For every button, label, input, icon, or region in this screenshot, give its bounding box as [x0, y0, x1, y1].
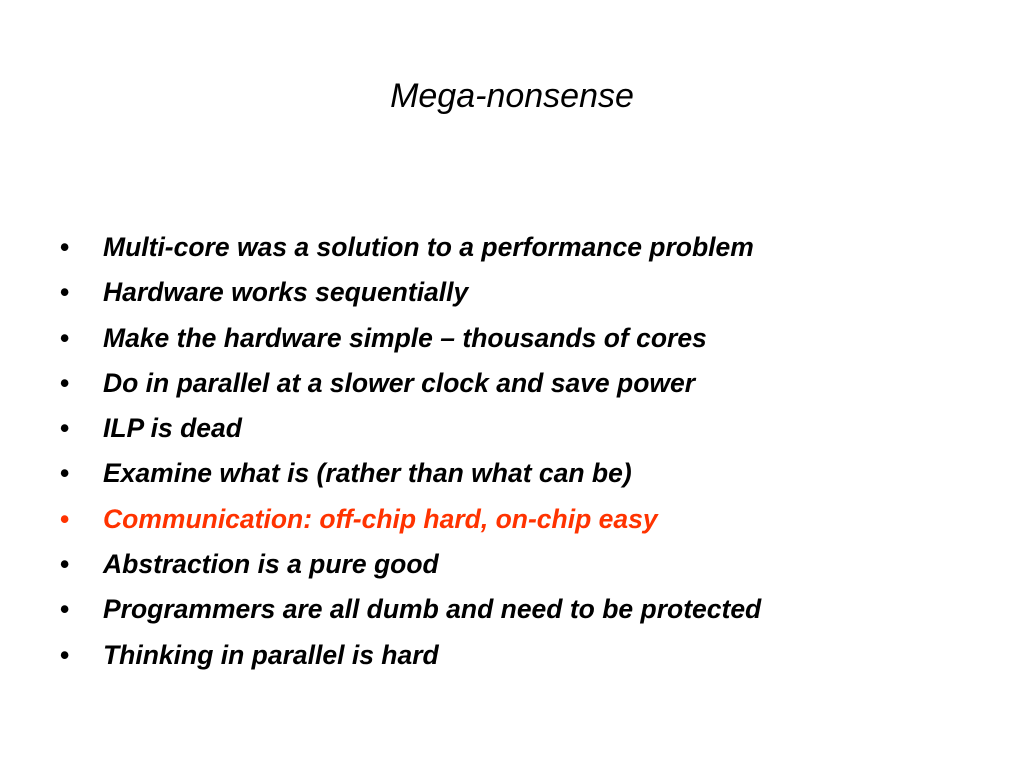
bullet-text: Multi-core was a solution to a performance problem [103, 232, 754, 262]
bullet-item [60, 451, 1010, 496]
bullet-text: Thinking in parallel is hard [103, 639, 439, 670]
bullet-icon: • [60, 322, 70, 353]
bullet-icon: • [60, 413, 70, 444]
bullet-text: ILP is dead [103, 413, 242, 444]
bullet-list [60, 225, 1010, 678]
bullet-text: Communication: off-chip hard, on-chip easy [103, 503, 658, 534]
bullet-item [60, 542, 1010, 587]
bullet-icon: • [60, 549, 70, 580]
bullet-icon: • [60, 594, 70, 625]
bullet-text: Abstraction is a pure good [103, 549, 439, 580]
bullet-icon: • [60, 277, 70, 308]
bullet-icon: • [60, 503, 70, 534]
bullet-item-highlighted [60, 497, 1010, 542]
bullet-item [60, 406, 1010, 451]
bullet-text: Make the hardware simple – thousands of cores [103, 322, 707, 353]
bullet-icon: • [60, 232, 70, 262]
bullet-item [60, 225, 1010, 270]
bullet-item [60, 587, 1010, 632]
bullet-icon: • [60, 367, 70, 398]
bullet-text: Hardware works sequentially [103, 277, 469, 308]
bullet-text: Examine what is (rather than what can be) [103, 458, 632, 489]
bullet-item [60, 316, 1010, 361]
bullet-icon: • [60, 639, 70, 670]
bullet-item [60, 361, 1010, 406]
bullet-item [60, 633, 1010, 678]
bullet-text: Do in parallel at a slower clock and save power [103, 367, 696, 398]
bullet-item [60, 270, 1010, 315]
slide-title: Mega-nonsense [390, 77, 634, 115]
bullet-text: Programmers are all dumb and need to be protected [103, 594, 762, 625]
bullet-icon: • [60, 458, 70, 489]
